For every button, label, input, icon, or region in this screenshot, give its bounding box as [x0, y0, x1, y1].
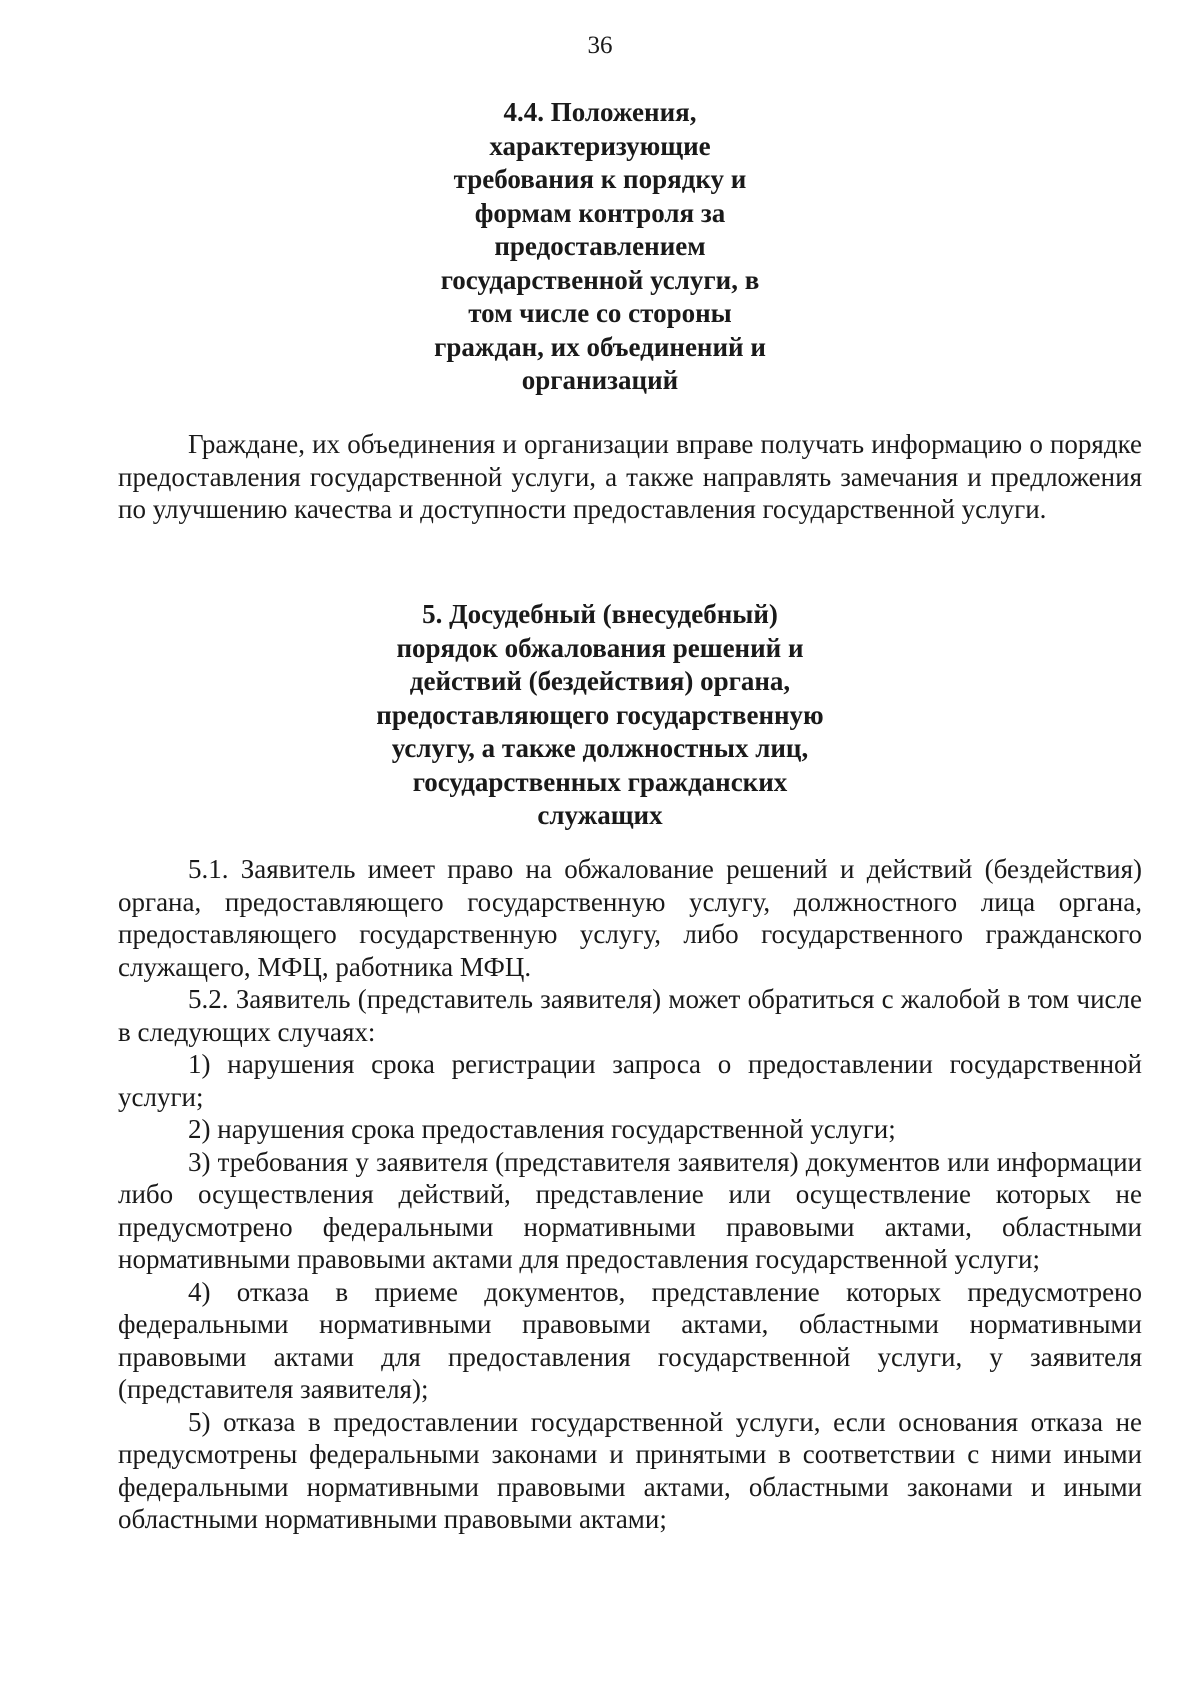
heading-line: предоставлением	[494, 231, 706, 261]
list-item-3: 3) требования у заявителя (представителя заявителя) документов или информации либо осуществления действий, представление или осуществление которых не предусмотрено федеральными нормативными правовыми актами, областными нормативными правовыми актами для предоставления государственной услуги;	[118, 1146, 1142, 1274]
heading-line: характеризующие	[489, 130, 711, 161]
heading-line: государственной услуги, в	[440, 264, 760, 295]
list-item-5: 5) отказа в предоставлении государственной услуги, если основания отказа не предусмотрены федеральными законами и принятыми в соответствии с ними иными федеральными нормативными правовыми актами, областными законами и иными областными нормативными правовыми актами;	[118, 1406, 1142, 1534]
heading-line: услугу, а также должностных лиц,	[391, 733, 809, 763]
list-item-1: 1) нарушения срока регистрации запроса о предоставлении государственной услуги;	[118, 1049, 1142, 1112]
heading-line: граждан, их объединений и	[434, 331, 766, 362]
section-5-heading	[0, 598, 1200, 833]
paragraph-5-1: 5.1. Заявитель имеет право на обжалование решений и действий (бездействия) органа, предоставляющего государственную услугу, должностного лица органа, предоставляющего государственную услугу, либо государственного гражданского служащего, МФЦ, работника МФЦ.	[118, 854, 1142, 982]
paragraph-5-2: 5.2. Заявитель (представитель заявителя) может обратиться с жалобой в том числе в следующих случаях:	[118, 984, 1142, 1047]
section-4-4-heading	[0, 96, 1200, 398]
section-5-body	[118, 853, 1142, 1536]
heading-line: требования к порядку и	[453, 164, 747, 194]
heading-line: 5. Досудебный (внесудебный)	[422, 599, 778, 629]
heading-line: служащих	[537, 800, 663, 830]
paragraph: Граждане, их объединения и организации вправе получать информацию о порядке предоставления государственной услуги, а также направлять замечания и предложения по улучшению качества и доступности предоставления государственной услуги.	[118, 429, 1142, 524]
list-item-4: 4) отказа в приеме документов, представление которых предусмотрено федеральными нормативными правовыми актами, областными нормативными правовыми актами для предоставления государственной услуги, у заявителя (представителя заявителя);	[118, 1276, 1142, 1404]
section-4-4-body	[118, 428, 1142, 526]
page-number: 36	[587, 32, 613, 59]
heading-line: государственных гражданских	[412, 766, 788, 797]
heading-line: 4.4. Положения,	[503, 97, 697, 127]
heading-line: формам контроля за	[474, 197, 726, 228]
heading-line: организаций	[521, 365, 679, 395]
heading-line: предоставляющего государственную	[376, 699, 824, 730]
heading-line: действий (бездействия) органа,	[409, 666, 791, 696]
heading-line: порядок обжалования решений и	[396, 632, 804, 663]
heading-line: том числе со стороны	[468, 298, 732, 328]
list-item-2: 2) нарушения срока предоставления государственной услуги;	[188, 1114, 896, 1144]
